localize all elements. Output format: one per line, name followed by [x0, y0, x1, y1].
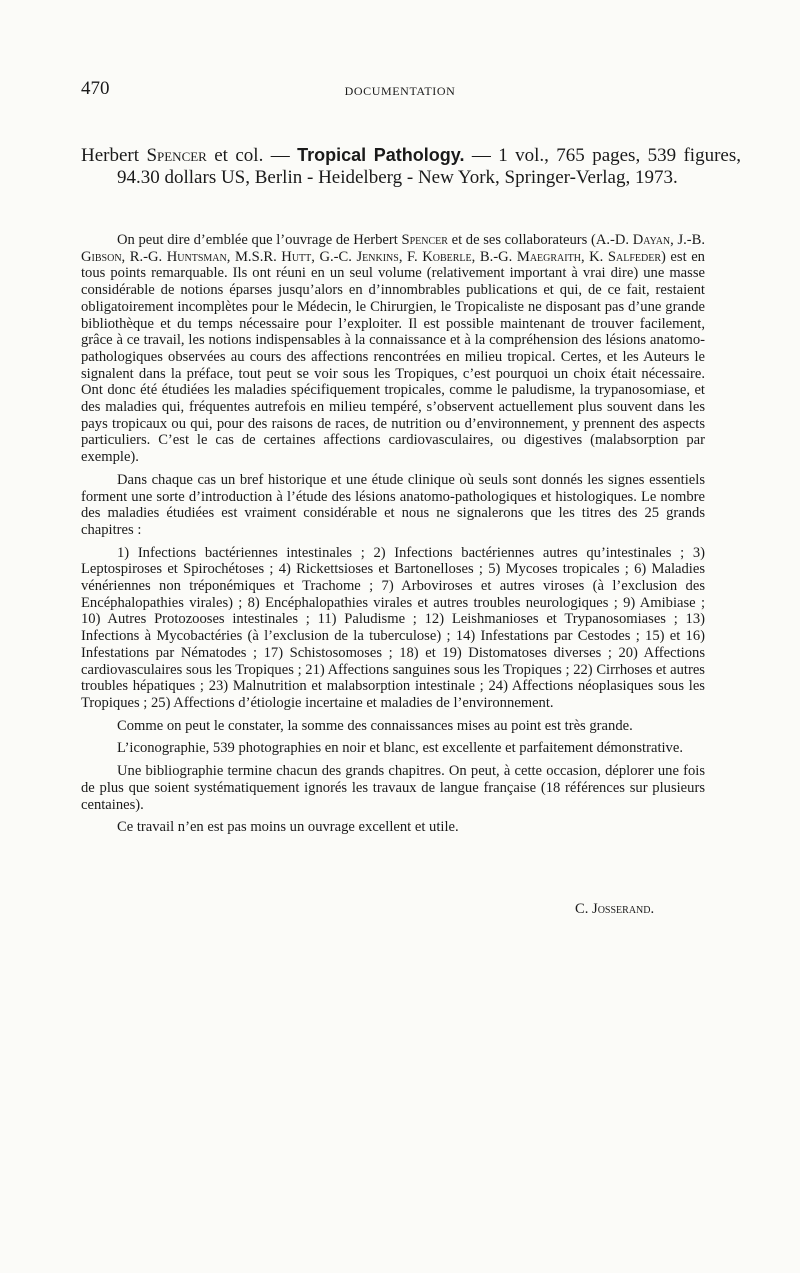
collaborator-name: Jenkins	[356, 248, 399, 265]
author-name: Spencer	[401, 232, 448, 248]
paragraph-iconography: L’iconographie, 539 photographies en noir et blanc, est excellente et parfaitement démonstrative.	[117, 740, 683, 757]
paragraph-method: Dans chaque cas un bref historique et une étude clinique où seuls sont donnés les signes essentiels forment une sorte d’introduction à l’étude des lésions anatomo-pathologiques et histologiques. Le nombre des maladies étudiées est vraiment considérable et nous ne signalerons que les titres des 25 grands chapitres :	[81, 471, 705, 538]
paragraph-bibliography: Une bibliographie termine chacun des grands chapitres. On peut, à cette occasion, déplorer une fois de plus que soient systématiquement ignorés les travaux de langue française (18 références sur plusieurs centaines).	[81, 763, 705, 813]
text-run: , F.	[398, 248, 423, 265]
collaborator-name: Salfeder	[607, 248, 662, 265]
collaborator-name: Dayan	[632, 232, 671, 248]
collaborator-name: Huntsman	[166, 248, 227, 265]
author-suffix: et col. —	[206, 145, 298, 166]
paragraph-summary: Comme on peut le constater, la somme des connaissances mises au point est très grande.	[117, 717, 633, 734]
collaborator-name: Gibson	[81, 248, 122, 265]
text-run: , B.-G.	[471, 248, 517, 265]
text-run: , M.S.R.	[226, 248, 282, 265]
running-head: DOCUMENTATION	[344, 84, 456, 98]
text-run: , G.-C.	[311, 248, 357, 265]
collaborator-name: Maegraith	[516, 248, 581, 265]
collaborator-name: Koberle	[422, 248, 472, 265]
page-number: 470	[81, 78, 110, 99]
signature-initial: C.	[575, 901, 593, 917]
reviewer-signature	[575, 901, 654, 918]
paragraph-intro	[81, 232, 705, 466]
author-last-name: Spencer	[146, 145, 207, 166]
text-run: et de ses collaborateurs (A.-D.	[447, 232, 633, 248]
author-first-name: Herbert	[81, 145, 140, 166]
collaborator-name: Hutt	[281, 248, 312, 265]
paragraph-chapters: 1) Infections bactériennes intestinales ; 2) Infections bactériennes autres qu’intestinales ; 3) Leptospiroses et Spirochétoses ; 4) Rickettsioses et Bartonelloses ; 5) Mycoses tropicales ; 6) Maladies vénériennes non tréponémiques et Trachome ; 7) Arboviroses et autres viroses (à l’exclusion des Encéphalopathies virales) ; 8) Encéphalopathies virales et autres troubles neurologiques ; 9) Amibiase ; 10) Autres Protozooses intestinales ; 11) Paludisme ; 12) Leishmanioses et Trypanosomiases ; 13) Infections à Mycobactéries (à l’exclusion de la tuberculose) ; 14) Infestations par Cestodes ; 15) et 16) Infestations par Nématodes ; 17) Schistosomoses ; 18) et 19) Distomatoses diverses ; 20) Affections cardiovasculaires sous les Tropiques ; 21) Affections sanguines sous les Tropiques ; 22) Cirrhoses et autres troubles hépatiques ; 23) Malnutrition et malabsorption intestinale ; 24) Affections néoplasiques sous les Tropiques ; 25) Affections d’étiologie incertaine et maladies de l’environnement.	[81, 544, 705, 711]
paragraph-conclusion: Ce travail n’en est pas moins un ouvrage excellent et utile.	[117, 819, 459, 836]
text-run: ) est en tous points remarquable. Ils ont réuni en un seul volume (relativement important à vrai dire) une masse considérable de notions éparses jusqu’alors en d’innombrables publications et qui, de ce fait, restaient obligatoirement incomplètes pour le Médecin, le Chirurgien, le Tropicaliste ne disposant pas d’une grande bibliothèque et du temps nécessaire pour l’exploiter. Il est possible maintenant de trouver facilement, grâce à ce travail, les notions indispensables à la connaissance et à la compréhension des lésions anatomo-pathologiques observées au cours des affections rencontrées en milieu tropical. Certes, et les Auteurs le signalent dans la préface, tout peut se voir sous les Tropiques, c’est pourquoi un choix était nécessaire. Ont donc été étudiées les maladies spécifiquement tropicales, comme le paludisme, la trypanosomiase, et des maladies qui, fréquentes autrefois en milieu tempéré, s’observent actuellement plus souvent dans les pays tropicaux ou qui, pour des raisons de races, de nutrition ou d’environnement, y prennent des aspects particuliers. C’est le cas de certaines affections cardiovasculaires, ou digestives (malabsorption par exemple).	[81, 248, 705, 466]
signature-name: Josserand.	[592, 901, 655, 917]
text-run: , R.-G.	[121, 248, 167, 265]
text-run: , J.-B.	[670, 232, 706, 248]
book-details: — 1 vol., 765 pages, 539 figures, 94.30 dollars US, Berlin - Heidelberg - New York, Springer-Verlag, 1973.	[117, 145, 741, 188]
review-body	[81, 232, 705, 842]
book-reference	[81, 144, 741, 189]
book-title: Tropical Pathology.	[297, 145, 465, 165]
text-run: , K.	[580, 248, 608, 265]
text-run: On peut dire d’emblée que l’ouvrage de Herbert	[117, 232, 402, 248]
